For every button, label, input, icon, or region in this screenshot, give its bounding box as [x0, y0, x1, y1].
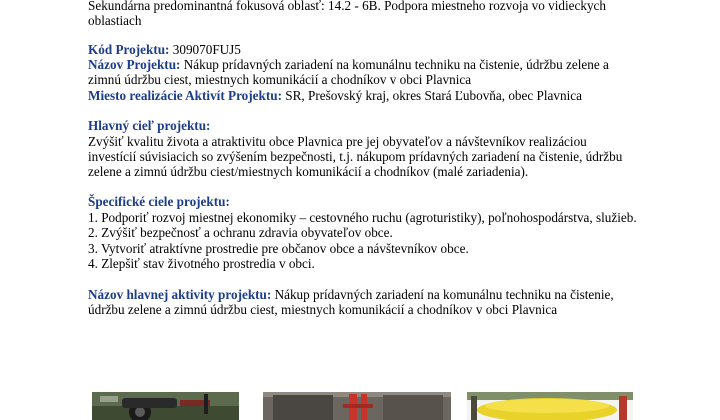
project-place-label: Miesto realizácie Aktivít Projektu:: [88, 88, 282, 103]
project-place-value: SR, Prešovský kraj, okres Stará Ľubovňa, obec Plavnica: [285, 88, 582, 103]
project-name-value-2: zimnú údržbu ciest, miestnych komunikácií a chodníkov v obci Plavnica: [88, 72, 472, 87]
main-goal-line-3: zelene a zimnú údržbu ciest/miestnych komunikácií a chodníkov (malé zariadenia).: [88, 164, 529, 179]
main-goal-line-2: investícií súvisiacich so zvýšením bezpečnosti, t.j. nákupom prídavných zariadení na čistenie, údržbu: [88, 149, 623, 164]
specific-goals-heading: Špecifické ciele projektu:: [88, 194, 230, 209]
equipment-photo-2: [263, 392, 451, 420]
main-activity-row: [88, 287, 614, 302]
header-line-2: oblastiach: [88, 13, 142, 28]
spreader-illustration: [467, 392, 633, 420]
header-line-1: Sekundárna predominantná fokusová oblasť: 14.2 - 6B. Podpora miestneho rozvoja vo vidieckych: [88, 0, 607, 13]
equipment-photo-1: [92, 392, 239, 420]
project-name-label: Názov Projektu:: [88, 57, 181, 72]
garage-illustration: [263, 392, 451, 420]
equipment-photo-3: [467, 392, 633, 420]
project-code-label: Kód Projektu:: [88, 42, 170, 57]
mower-illustration: [92, 392, 239, 420]
project-place-row: [88, 88, 582, 103]
specific-goal-item: 3. Vytvoriť atraktívne prostredie pre občanov obce a návštevníkov obce.: [88, 241, 469, 256]
main-activity-value-2: údržbu zelene a zimnú údržbu ciest, miestnych komunikácií a chodníkov v obci Plavnica: [88, 302, 558, 317]
specific-goal-item: 2. Zvýšiť bezpečnosť a ochranu zdravia obyvateľov obce.: [88, 225, 393, 240]
main-activity-value-1: Nákup prídavných zariadení na komunálnu techniku na čistenie,: [274, 287, 614, 302]
specific-goal-item: 4. Zlepšiť stav životného prostredia v obci.: [88, 256, 315, 271]
project-name-value-1: Nákup prídavných zariadení na komunálnu techniku na čistenie, údržbu zelene a: [183, 57, 609, 72]
project-name-row: [88, 57, 609, 72]
main-goal-heading: Hlavný cieľ projektu:: [88, 118, 211, 133]
project-code-row: [88, 42, 241, 57]
specific-goal-item: 1. Podporiť rozvoj miestnej ekonomiky – cestovného ruchu (agroturistiky), poľnohospodárstva, služieb.: [88, 210, 637, 225]
main-activity-label: Názov hlavnej aktivity projektu:: [88, 287, 272, 302]
main-goal-line-1: Zvýšiť kvalitu života a atraktivitu obce Plavnica pre jej obyvateľov a návštevníkov realizáciou: [88, 134, 587, 149]
project-code-value: 309070FUJ5: [172, 42, 241, 57]
